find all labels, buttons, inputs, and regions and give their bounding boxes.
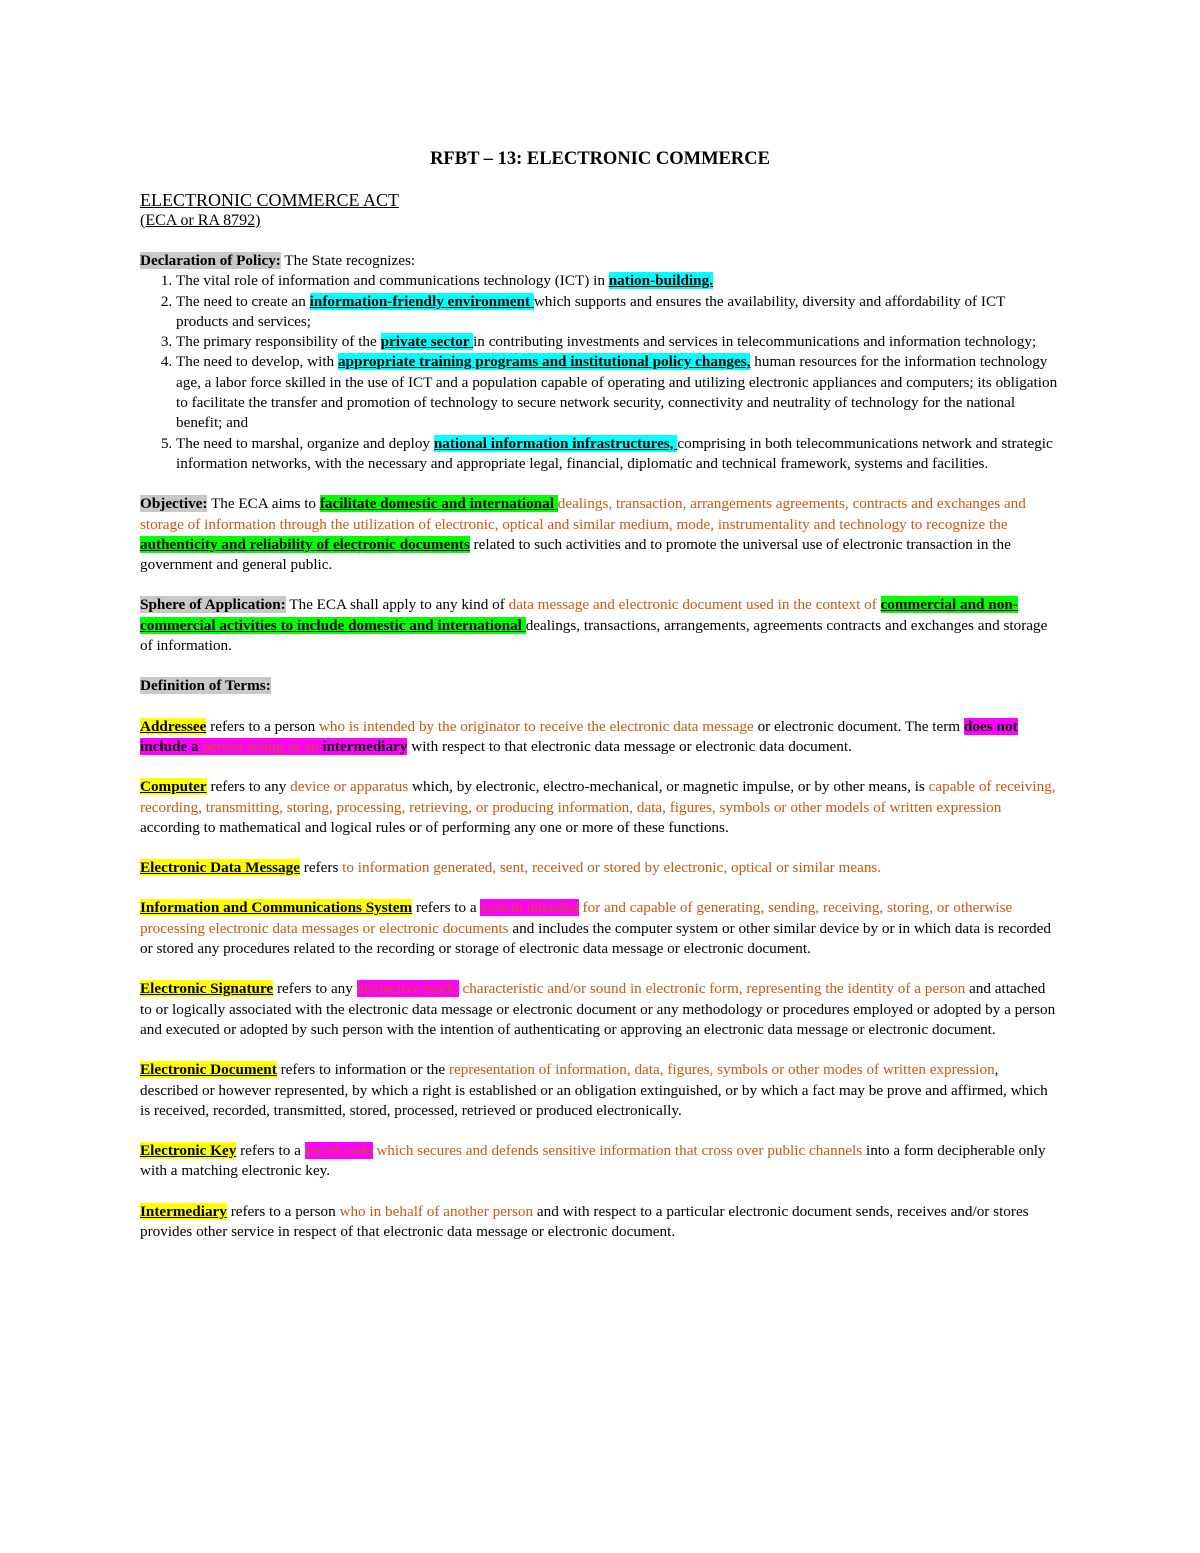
text-run: refers to information or the <box>276 1061 449 1079</box>
emphasis-text: which secures and defends sensitive information that cross over public channels <box>372 1142 863 1160</box>
item-highlight: nation-building. <box>608 272 713 290</box>
text-run: The ECA aims to <box>207 495 320 513</box>
policy-list <box>140 271 1060 474</box>
term-label: Electronic Key <box>140 1142 237 1160</box>
definitions-label: Definition of Terms: <box>140 677 271 695</box>
item-text: The need to create an <box>176 292 310 310</box>
text-run: refers to any <box>206 778 291 796</box>
definition-electronic-signature <box>140 979 1060 1040</box>
item-highlight: national information infrastructures, <box>433 434 678 452</box>
item-text: The primary responsibility of the <box>176 333 381 351</box>
policy-label: Declaration of Policy: <box>140 252 281 269</box>
emphasis-text: who is intended by the originator to receive the electronic data message <box>318 717 754 735</box>
list-item <box>176 332 1060 352</box>
emphasis-text: dealings, transaction, arrangements agreements, contracts and exchanges and storage of information through the utilization of electronic, optical and similar medium, mode, instrumentality and technology to recognize the <box>140 495 1026 533</box>
policy-heading <box>140 251 1060 271</box>
item-text: The need to marshal, organize and deploy <box>176 434 434 452</box>
text-run: related to such activities and to promote the universal use of electronic transaction in the government and general public. <box>140 535 1011 574</box>
list-item <box>176 352 1060 433</box>
item-text: which supports and ensures the availability, diversity and affordability of ICT products and services; <box>176 292 1006 330</box>
document-title: RFBT – 13: ELECTRONIC COMMERCE <box>430 149 770 169</box>
term-label: Addressee <box>140 717 207 735</box>
emphasis-text: capable of receiving, recording, transmitting, storing, processing, retrieving, or producing information, data, figures, symbols or other models of written expression <box>140 778 1056 816</box>
term-label: Electronic Signature <box>140 980 274 998</box>
item-text: human resources for the information technology age, a labor force skilled in the use of ICT and a population capable of operating and utilizing electronic appliances and computers; its obligation to facilitate the transfer and promotion of technology to secure network security, connectivity and neutrality of technology for the national benefit; and <box>176 353 1058 432</box>
text-run: , described or however represented, by which a right is established or an obligation extinguished, or by which a fact may be prove and affirmed, which is received, recorded, transmitted, stored, processed, retrieved or produced electronically. <box>140 1061 1048 1119</box>
text-run: and with respect to a particular electronic document sends, receives and/or stores provides other service in respect of that electronic data message or electronic document. <box>140 1202 1029 1240</box>
objective-paragraph <box>140 494 1060 575</box>
item-text: comprising in both telecommunications network and strategic information networks, with the necessary and appropriate legal, financial, diplomatic and technical framework, systems and facilities. <box>176 434 1053 472</box>
text-run: refers <box>300 859 343 877</box>
item-highlight: private sector <box>380 333 474 351</box>
text-run: with respect to that electronic data message or electronic data document. <box>407 737 852 755</box>
emphasis-text: to information generated, sent, received or stored by electronic, optical or similar means. <box>342 859 882 877</box>
term-label: Electronic Document <box>140 1061 277 1079</box>
magenta-highlight: secret code <box>304 1142 373 1160</box>
definition-electronic-key <box>140 1141 1060 1182</box>
policy-section <box>140 251 1060 474</box>
list-item <box>176 271 1060 291</box>
item-text: The vital role of information and communications technology (ICT) in <box>176 272 609 290</box>
term-label: Computer <box>140 778 207 796</box>
term-label: Electronic Data Message <box>140 859 300 877</box>
emphasis-text: device or apparatus <box>290 778 409 796</box>
list-item <box>176 292 1060 333</box>
text-run: refers to a person <box>226 1202 340 1220</box>
emphasis-text: characteristic and/or sound in electronic form, representing the identity of a person <box>458 980 966 998</box>
list-item <box>176 434 1060 475</box>
objective-label: Objective: <box>140 495 208 513</box>
text-run: refers to a <box>236 1142 305 1160</box>
magenta-highlight: intermediary <box>322 737 408 755</box>
text-run: and includes the computer system or other similar device by or in which data is recorded or stored any procedures related to the recording or storage of electronic data message or electronic document. <box>140 919 1051 958</box>
definition-addressee <box>140 717 1060 758</box>
definition-intermediary <box>140 1202 1060 1243</box>
text-run: into a form decipherable only with a matching electronic key. <box>140 1142 1046 1180</box>
magenta-highlight: does not include a <box>140 717 1018 755</box>
magenta-highlight: system intended <box>480 899 579 917</box>
definition-electronic-data-message <box>140 858 1060 878</box>
term-label: Information and Communications System <box>140 899 413 917</box>
emphasis-text: representation of information, data, figures, symbols or other modes of written expression <box>448 1061 995 1079</box>
definitions-heading <box>140 676 1060 696</box>
policy-intro: The State recognizes: <box>280 252 416 269</box>
act-name: ELECTRONIC COMMERCE ACT <box>140 190 400 210</box>
definition-computer <box>140 777 1060 838</box>
text-run: refers to a <box>412 899 481 917</box>
sphere-paragraph <box>140 595 1060 656</box>
item-highlight: information-friendly environment <box>309 292 534 310</box>
item-highlight: appropriate training programs and institutional policy changes, <box>337 353 751 371</box>
text-run: according to mathematical and logical rules or of performing any one or more of these functions. <box>140 818 729 836</box>
magenta-highlight: distinctive mark, <box>356 980 459 998</box>
green-highlight: facilitate domestic and international <box>319 495 558 513</box>
text-run: refers to a person <box>206 717 319 735</box>
item-text: in contributing investments and services in telecommunications and information technology; <box>473 333 1037 351</box>
term-label: Intermediary <box>140 1202 227 1220</box>
emphasis-text: data message and electronic document used in the context of <box>508 596 881 614</box>
text-run: dealings, transactions, arrangements, agreements contracts and exchanges and storage of information. <box>140 616 1048 655</box>
emphasis-text: for and capable of generating, sending, receiving, storing, or otherwise processing electronic data messages or electronic documents <box>140 899 1013 937</box>
text-run: or electronic document. The term <box>753 717 964 735</box>
item-text: The need to develop, with <box>176 353 338 371</box>
sphere-label: Sphere of Application: <box>140 596 286 614</box>
text-run: and attached to or logically associated with the electronic data message or electronic document or any methodology or procedures employed or adopted by a person and executed or adopted by such person with the intention of authenticating or approving an electronic data message or electronic document. <box>140 980 1056 1038</box>
magenta-emphasis: person acting as an <box>198 737 323 755</box>
definition-ics <box>140 898 1060 959</box>
emphasis-text: who in behalf of another person <box>339 1202 534 1220</box>
text-run: refers to any <box>273 980 357 998</box>
text-run: The ECA shall apply to any kind of <box>285 596 509 614</box>
green-highlight: commercial and non-commercial activities to include domestic and international <box>140 596 1018 634</box>
definition-electronic-document <box>140 1060 1060 1121</box>
act-abbreviation: (ECA or RA 8792) <box>140 212 261 229</box>
green-highlight: authenticity and reliability of electronic documents <box>140 535 470 553</box>
text-run: which, by electronic, electro-mechanical, or magnetic impulse, or by other means, is <box>408 778 929 796</box>
